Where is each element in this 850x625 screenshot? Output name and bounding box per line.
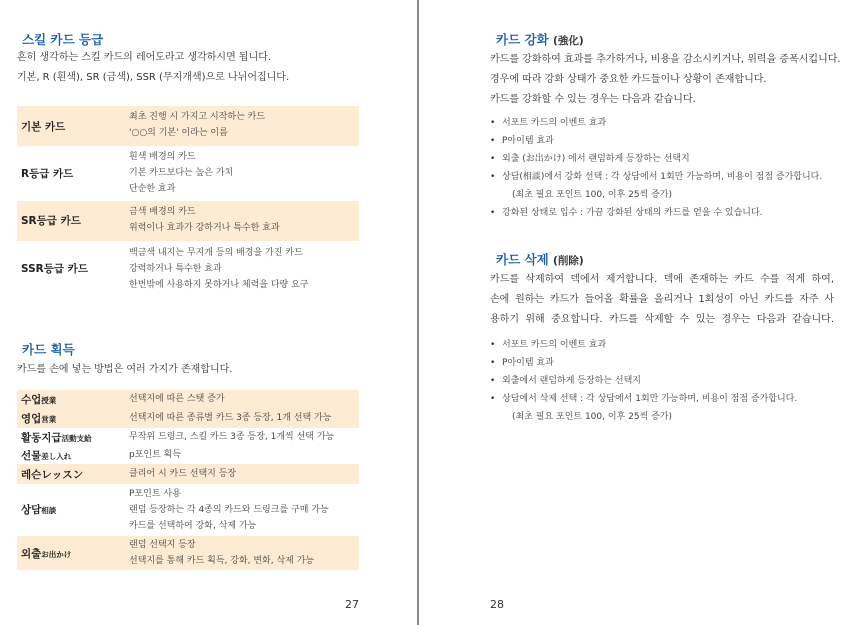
row-description bbox=[129, 391, 225, 407]
description-line: 금색 배경의 카드 bbox=[129, 207, 196, 217]
table-row bbox=[17, 408, 359, 428]
card-enhance-bullets bbox=[490, 114, 822, 222]
row-description bbox=[129, 486, 329, 534]
row-description bbox=[129, 149, 233, 197]
intro-line: 카드를 강화할 수 있는 경우는 다음과 같습니다. bbox=[490, 94, 696, 105]
list-item: • P아이템 효과 bbox=[490, 132, 822, 150]
intro-line: 용하기 위해 중요합니다. 카드를 삭제할 수 있는 경우는 다음과 같습니다. bbox=[490, 314, 834, 325]
list-item: • 강화된 상태로 입수 : 가끔 강화된 상태의 카드를 얻을 수 있습니다. bbox=[490, 204, 822, 222]
table-row bbox=[17, 201, 359, 241]
row-description bbox=[129, 447, 181, 463]
title-text: 카드 강화 bbox=[496, 32, 549, 47]
page-divider bbox=[417, 0, 419, 625]
card-obtain-title: 카드 획득 bbox=[22, 342, 75, 357]
heading-japanese: レッスン bbox=[41, 469, 84, 481]
page-number-left: 27 bbox=[345, 598, 359, 611]
card-delete-title bbox=[496, 250, 584, 268]
title-text: 카드 삭제 bbox=[496, 252, 549, 267]
row-description bbox=[129, 429, 334, 445]
heading-japanese: 授業 bbox=[41, 396, 57, 405]
card-enhance-intro bbox=[490, 50, 841, 110]
heading-text: 수업 bbox=[21, 394, 42, 406]
title-kanji: (削除) bbox=[553, 255, 584, 267]
list-item: • 상담(相談)에서 강화 선택 : 각 상담에서 1회만 가능하며, 비용이 점점 증가합니다. bbox=[490, 168, 822, 186]
heading-text: 레슨 bbox=[21, 469, 42, 481]
list-item: • 외출에서 랜덤하게 등장하는 선택지 bbox=[490, 372, 797, 390]
intro-line: 흔히 생각하는 스킬 카드의 레어도라고 생각하시면 됩니다. bbox=[17, 52, 272, 63]
table-row bbox=[17, 484, 359, 536]
page-number-right: 28 bbox=[490, 598, 504, 611]
heading-text: 선물 bbox=[21, 450, 42, 462]
table-row bbox=[17, 428, 359, 446]
heading-japanese: お出かけ bbox=[41, 550, 72, 559]
intro-line: 카드를 강화하여 효과를 추가하거나, 비용을 감소시키거나, 위력을 증폭시킵니다. bbox=[490, 54, 841, 65]
heading-japanese: 相談 bbox=[41, 506, 57, 515]
list-item: • 서포트 카드의 이벤트 효과 bbox=[490, 114, 822, 132]
description-line: 랜덤 선택지 등장 bbox=[129, 540, 196, 550]
heading-text: 활동지급 bbox=[21, 432, 62, 444]
card-delete-bullets bbox=[490, 336, 797, 426]
description-line: 선택지에 따른 스탯 증가 bbox=[129, 394, 225, 404]
card-obtain-table bbox=[17, 390, 359, 570]
card-enhance-title bbox=[496, 30, 584, 48]
description-line: p포인트 획득 bbox=[129, 450, 182, 460]
row-heading bbox=[21, 502, 56, 517]
row-description bbox=[129, 109, 265, 141]
table-row bbox=[17, 106, 359, 146]
table-row bbox=[17, 464, 359, 484]
heading-japanese: 差し入れ bbox=[41, 452, 72, 461]
row-description bbox=[129, 245, 309, 293]
table-row bbox=[17, 241, 359, 297]
intro-line: 경우에 따라 강화 상태가 중요한 카드들이나 상황이 존재합니다. bbox=[490, 74, 767, 85]
description-line: P포인트 사용 bbox=[129, 489, 181, 499]
heading-text: 외출 bbox=[21, 548, 42, 560]
list-item: • 서포트 카드의 이벤트 효과 bbox=[490, 336, 797, 354]
row-description bbox=[129, 537, 314, 569]
list-item-continuation: (최초 필요 포인트 100, 이후 25씩 증가) bbox=[512, 190, 673, 200]
description-line: 최초 진행 시 가지고 시작하는 카드 bbox=[129, 112, 266, 122]
table-row bbox=[17, 390, 359, 408]
table-row bbox=[17, 146, 359, 201]
row-heading: SSR등급 카드 bbox=[21, 263, 88, 275]
row-heading bbox=[21, 467, 83, 482]
heading-text: 상담 bbox=[21, 504, 42, 516]
row-heading bbox=[21, 411, 56, 426]
row-description bbox=[129, 204, 280, 236]
list-item: • 상담에서 삭제 선택 : 각 상담에서 1회만 가능하며, 비용이 점점 증가합니다. bbox=[490, 390, 797, 408]
list-item-continuation: (최초 필요 포인트 100, 이후 25씩 증가) bbox=[512, 412, 673, 422]
skill-grade-intro bbox=[17, 48, 289, 88]
description-line: 기본 카드보다는 높은 가치 bbox=[129, 168, 234, 178]
row-heading bbox=[21, 430, 92, 445]
description-line: '○○의 기본' 이라는 이름 bbox=[129, 128, 228, 138]
card-obtain-intro: 카드를 손에 넣는 방법은 여러 가지가 존재합니다. bbox=[17, 364, 233, 375]
list-item: • P아이템 효과 bbox=[490, 354, 797, 372]
description-line: 랜덤 등장하는 각 4종의 카드와 드링크를 구매 가능 bbox=[129, 505, 329, 515]
row-description bbox=[129, 466, 236, 482]
description-line: 선택지를 통해 카드 획득, 강화, 변화, 삭제 가능 bbox=[129, 556, 315, 566]
description-line: 단순한 효과 bbox=[129, 184, 176, 194]
skill-grade-title: 스킬 카드 등급 bbox=[22, 32, 104, 47]
description-line: 흰색 배경의 카드 bbox=[129, 152, 196, 162]
skill-grade-table bbox=[17, 106, 359, 297]
row-heading: 기본 카드 bbox=[21, 121, 66, 133]
heading-japanese: 営業 bbox=[41, 415, 57, 424]
row-heading bbox=[21, 546, 71, 561]
description-line: 선택지에 따른 종류별 카드 3종 등장, 1개 선택 가능 bbox=[129, 413, 332, 423]
description-line: 무작위 드링크, 스킬 카드 3종 등장, 1개씩 선택 가능 bbox=[129, 432, 335, 442]
description-line: 카드를 선택하여 강화, 삭제 가능 bbox=[129, 521, 257, 531]
title-kanji: (強化) bbox=[553, 35, 584, 47]
description-line: 강력하거나 특수한 효과 bbox=[129, 264, 222, 274]
row-heading: SR등급 카드 bbox=[21, 215, 81, 227]
intro-line: 기본, R (흰색), SR (금색), SSR (무지개색)으로 나뉘어집니다. bbox=[17, 72, 290, 83]
intro-line: 손에 원하는 카드가 들어올 확률을 올리거나 1회성이 아닌 카드를 자주 사 bbox=[490, 294, 834, 305]
list-item: • 외출 (お出かけ) 에서 랜덤하게 등장하는 선택지 bbox=[490, 150, 822, 168]
heading-text: 영업 bbox=[21, 413, 42, 425]
description-line: 클리어 시 카드 선택지 등장 bbox=[129, 469, 237, 479]
table-row bbox=[17, 446, 359, 464]
description-line: 위력이나 효과가 강하거나 특수한 효과 bbox=[129, 223, 280, 233]
row-heading bbox=[21, 392, 56, 407]
row-heading bbox=[21, 448, 71, 463]
intro-line: 카드를 삭제하여 덱에서 제거합니다. 덱에 존재하는 카드 수를 적게 하여, bbox=[490, 274, 834, 285]
description-line: 백금색 내지는 무지개 등의 배경을 가진 카드 bbox=[129, 248, 303, 258]
row-description bbox=[129, 410, 331, 426]
table-row bbox=[17, 536, 359, 570]
heading-japanese: 活動支給 bbox=[61, 434, 92, 443]
card-delete-intro bbox=[490, 270, 834, 330]
description-line: 한번밖에 사용하지 못하거나 체력을 다량 요구 bbox=[129, 280, 309, 290]
row-heading: R등급 카드 bbox=[21, 168, 74, 180]
